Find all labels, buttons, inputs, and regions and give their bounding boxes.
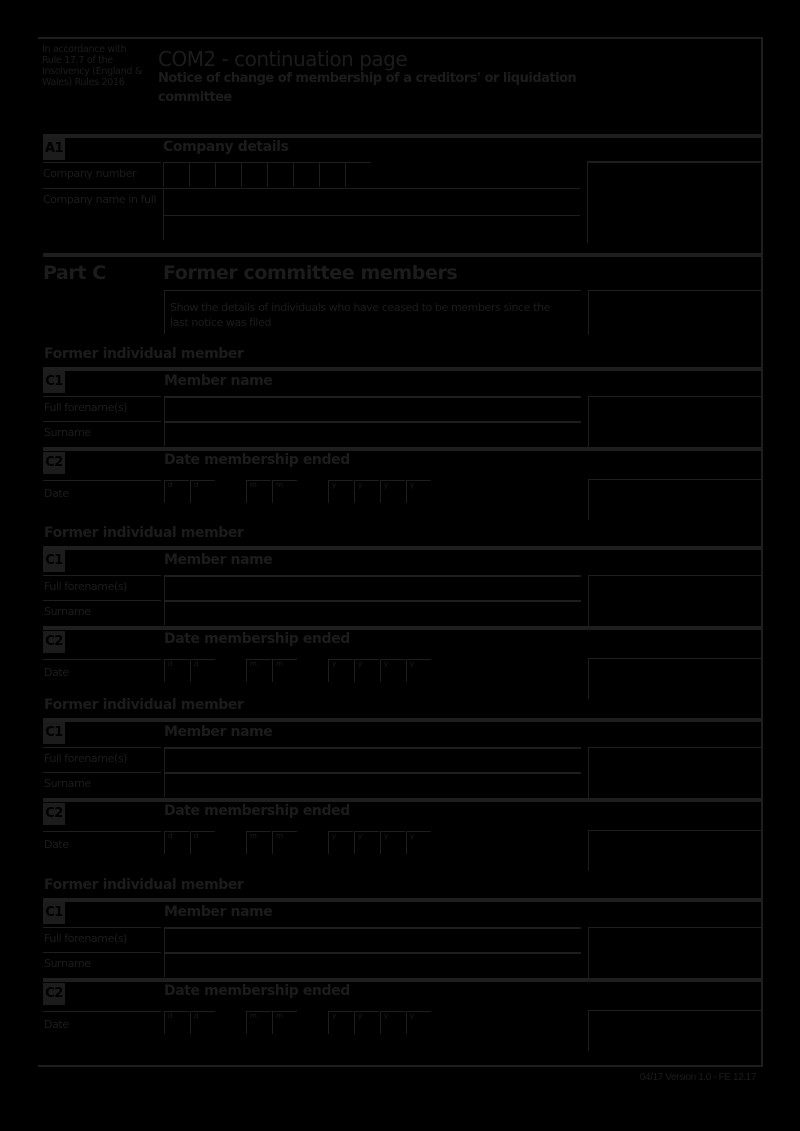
date-digit-box[interactable]: [246, 480, 271, 503]
company-number-digit[interactable]: [163, 162, 189, 187]
forename-input[interactable]: [165, 749, 581, 771]
date-label: Date: [44, 487, 69, 500]
date-digit-box[interactable]: [190, 659, 215, 682]
date-digit-box[interactable]: [406, 831, 431, 854]
c2-sidebar-box: [588, 479, 762, 520]
date-digit-placeholder: y: [384, 481, 389, 489]
c1-divider: [43, 546, 761, 550]
date-rule: [43, 480, 161, 481]
form-subtitle: Notice of change of membership of a creditors' or liquidation committee: [158, 71, 577, 105]
c1-title: Member name: [164, 904, 273, 920]
surname-rule: [43, 600, 161, 601]
c1-divider: [43, 718, 761, 722]
date-field[interactable]: [164, 480, 434, 504]
date-digit-placeholder: y: [358, 660, 363, 668]
date-digit-placeholder: m: [276, 481, 283, 489]
member-heading: Former individual member: [44, 525, 244, 541]
member-heading: Former individual member: [44, 346, 244, 362]
forename-label: Full forename(s): [44, 580, 128, 593]
surname-rule: [43, 772, 161, 773]
c1-badge: C1: [43, 371, 65, 393]
date-digit-box[interactable]: [328, 831, 353, 854]
forename-input[interactable]: [165, 577, 581, 599]
forename-rule: [43, 396, 161, 397]
form-title: COM2 - continuation page: [158, 47, 408, 71]
c2-divider: [43, 447, 761, 451]
c1-badge: C1: [43, 722, 65, 744]
date-digit-box[interactable]: [272, 480, 297, 503]
date-digit-box[interactable]: [406, 480, 431, 503]
date-digit-placeholder: d: [168, 481, 173, 489]
forename-input[interactable]: [165, 929, 581, 951]
a1-badge: A1: [43, 138, 65, 160]
date-digit-placeholder: y: [332, 1012, 337, 1020]
forename-rule: [43, 747, 161, 748]
date-digit-box[interactable]: [164, 831, 189, 854]
c2-badge: C2: [43, 803, 65, 825]
c1-sidebar-box: [588, 747, 762, 798]
surname-input[interactable]: [165, 954, 581, 976]
date-rule: [43, 831, 161, 832]
surname-label: Surname: [44, 777, 91, 790]
date-digit-placeholder: d: [194, 832, 199, 840]
c1-sidebar-box: [588, 927, 762, 978]
date-digit-placeholder: m: [250, 1012, 257, 1020]
surname-input[interactable]: [165, 774, 581, 796]
date-digit-box[interactable]: [272, 1011, 297, 1034]
rule-note: In accordance with Rule 17.7 of the Insolvency (England & Wales) Rules 2016: [42, 44, 142, 88]
date-digit-box[interactable]: [328, 1011, 353, 1034]
company-number-label: Company number: [43, 167, 137, 180]
date-digit-box[interactable]: [272, 831, 297, 854]
date-digit-placeholder: d: [168, 1012, 173, 1020]
version-footer: 04/17 Version 1.0 - FE 12.17: [639, 1072, 756, 1083]
date-digit-placeholder: y: [332, 832, 337, 840]
surname-rule: [43, 952, 161, 953]
forename-label: Full forename(s): [44, 932, 128, 945]
c1-badge: C1: [43, 902, 65, 924]
company-number-digit[interactable]: [293, 162, 319, 187]
date-digit-placeholder: y: [384, 660, 389, 668]
forename-label: Full forename(s): [44, 752, 128, 765]
date-label: Date: [44, 838, 69, 851]
company-number-rule: [43, 162, 161, 163]
date-digit-placeholder: m: [276, 832, 283, 840]
date-digit-placeholder: y: [384, 1012, 389, 1020]
date-digit-box[interactable]: [246, 1011, 271, 1034]
c1-title: Member name: [164, 373, 273, 389]
forename-input[interactable]: [165, 398, 581, 420]
c2-title: Date membership ended: [164, 983, 350, 999]
date-digit-box[interactable]: [328, 480, 353, 503]
surname-input[interactable]: [165, 423, 581, 445]
date-digit-box[interactable]: [354, 480, 379, 503]
date-digit-box[interactable]: [246, 659, 271, 682]
c2-badge: C2: [43, 983, 65, 1005]
forename-label: Full forename(s): [44, 401, 128, 414]
date-digit-placeholder: y: [332, 481, 337, 489]
c1-title: Member name: [164, 552, 273, 568]
date-digit-box[interactable]: [246, 831, 271, 854]
company-name-label: Company name in full: [43, 193, 157, 206]
date-rule: [43, 1011, 161, 1012]
surname-label: Surname: [44, 605, 91, 618]
date-digit-placeholder: y: [358, 481, 363, 489]
date-label: Date: [44, 666, 69, 679]
company-number-field[interactable]: [163, 162, 373, 188]
date-digit-box[interactable]: [272, 659, 297, 682]
date-digit-box[interactable]: [354, 1011, 379, 1034]
date-digit-box[interactable]: [380, 480, 405, 503]
c1-sidebar-box: [588, 575, 762, 626]
date-digit-placeholder: d: [194, 481, 199, 489]
company-number-digit[interactable]: [189, 162, 215, 187]
company-number-digit[interactable]: [267, 162, 293, 187]
date-digit-box[interactable]: [164, 1011, 189, 1034]
date-digit-placeholder: d: [168, 660, 173, 668]
date-digit-placeholder: y: [384, 832, 389, 840]
c2-title: Date membership ended: [164, 803, 350, 819]
a1-title: Company details: [163, 139, 289, 155]
top-border: [38, 37, 762, 39]
surname-input[interactable]: [165, 602, 581, 624]
date-digit-box[interactable]: [164, 480, 189, 503]
date-field[interactable]: [164, 659, 434, 683]
c2-sidebar-box: [588, 1010, 762, 1051]
date-digit-box[interactable]: [190, 480, 215, 503]
surname-rule: [43, 421, 161, 422]
c2-badge: C2: [43, 631, 65, 653]
date-field[interactable]: [164, 831, 434, 855]
part-c-sidebar-box: [588, 290, 762, 335]
instruction-left-rule: [164, 290, 165, 334]
c2-badge: C2: [43, 452, 65, 474]
date-digit-placeholder: m: [276, 660, 283, 668]
c1-badge: C1: [43, 550, 65, 572]
instruction-top-rule: [164, 290, 581, 291]
surname-label: Surname: [44, 957, 91, 970]
date-digit-box[interactable]: [190, 831, 215, 854]
date-rule: [43, 659, 161, 660]
part-c-title: Former committee members: [163, 262, 458, 284]
c1-title: Member name: [164, 724, 273, 740]
date-digit-placeholder: d: [194, 1012, 199, 1020]
date-digit-box[interactable]: [380, 1011, 405, 1034]
date-digit-placeholder: m: [250, 660, 257, 668]
date-digit-box[interactable]: [406, 659, 431, 682]
company-number-digit[interactable]: [319, 162, 345, 187]
c1-divider: [43, 898, 761, 902]
date-digit-box[interactable]: [406, 1011, 431, 1034]
a1-divider: [43, 134, 761, 138]
c2-divider: [43, 798, 761, 802]
c1-sidebar-box: [588, 396, 762, 447]
date-digit-box[interactable]: [354, 659, 379, 682]
date-digit-box[interactable]: [354, 831, 379, 854]
bottom-border: [38, 1065, 763, 1067]
c2-sidebar-box: [588, 830, 762, 871]
member-heading: Former individual member: [44, 697, 244, 713]
date-digit-placeholder: d: [194, 660, 199, 668]
part-c-instruction: Show the details of individuals who have ceased to be members since the last notice was filed: [170, 301, 551, 329]
company-number-digit[interactable]: [345, 162, 371, 187]
c2-divider: [43, 978, 761, 982]
company-number-digit[interactable]: [215, 162, 241, 187]
date-digit-placeholder: y: [410, 660, 415, 668]
c2-title: Date membership ended: [164, 631, 350, 647]
date-digit-placeholder: y: [410, 481, 415, 489]
surname-label: Surname: [44, 426, 91, 439]
part-c-divider: [43, 253, 761, 257]
c2-divider: [43, 626, 761, 630]
a1-sidebar-box: [587, 161, 762, 243]
date-digit-placeholder: m: [250, 832, 257, 840]
member-heading: Former individual member: [44, 877, 244, 893]
date-digit-placeholder: y: [332, 660, 337, 668]
date-field[interactable]: [164, 1011, 434, 1035]
date-digit-placeholder: d: [168, 832, 173, 840]
forename-rule: [43, 575, 161, 576]
date-digit-placeholder: y: [358, 1012, 363, 1020]
date-digit-box[interactable]: [164, 659, 189, 682]
date-digit-placeholder: y: [358, 832, 363, 840]
date-digit-box[interactable]: [190, 1011, 215, 1034]
date-digit-placeholder: m: [276, 1012, 283, 1020]
c2-title: Date membership ended: [164, 452, 350, 468]
date-digit-box[interactable]: [328, 659, 353, 682]
forename-rule: [43, 927, 161, 928]
date-label: Date: [44, 1018, 69, 1031]
part-c-label: Part C: [43, 262, 106, 284]
date-digit-placeholder: y: [410, 832, 415, 840]
date-digit-placeholder: m: [250, 481, 257, 489]
company-name-mid-rule: [163, 215, 580, 216]
date-digit-box[interactable]: [380, 831, 405, 854]
c1-divider: [43, 367, 761, 371]
date-digit-placeholder: y: [410, 1012, 415, 1020]
date-digit-box[interactable]: [380, 659, 405, 682]
c2-sidebar-box: [588, 658, 762, 699]
company-number-digit[interactable]: [241, 162, 267, 187]
